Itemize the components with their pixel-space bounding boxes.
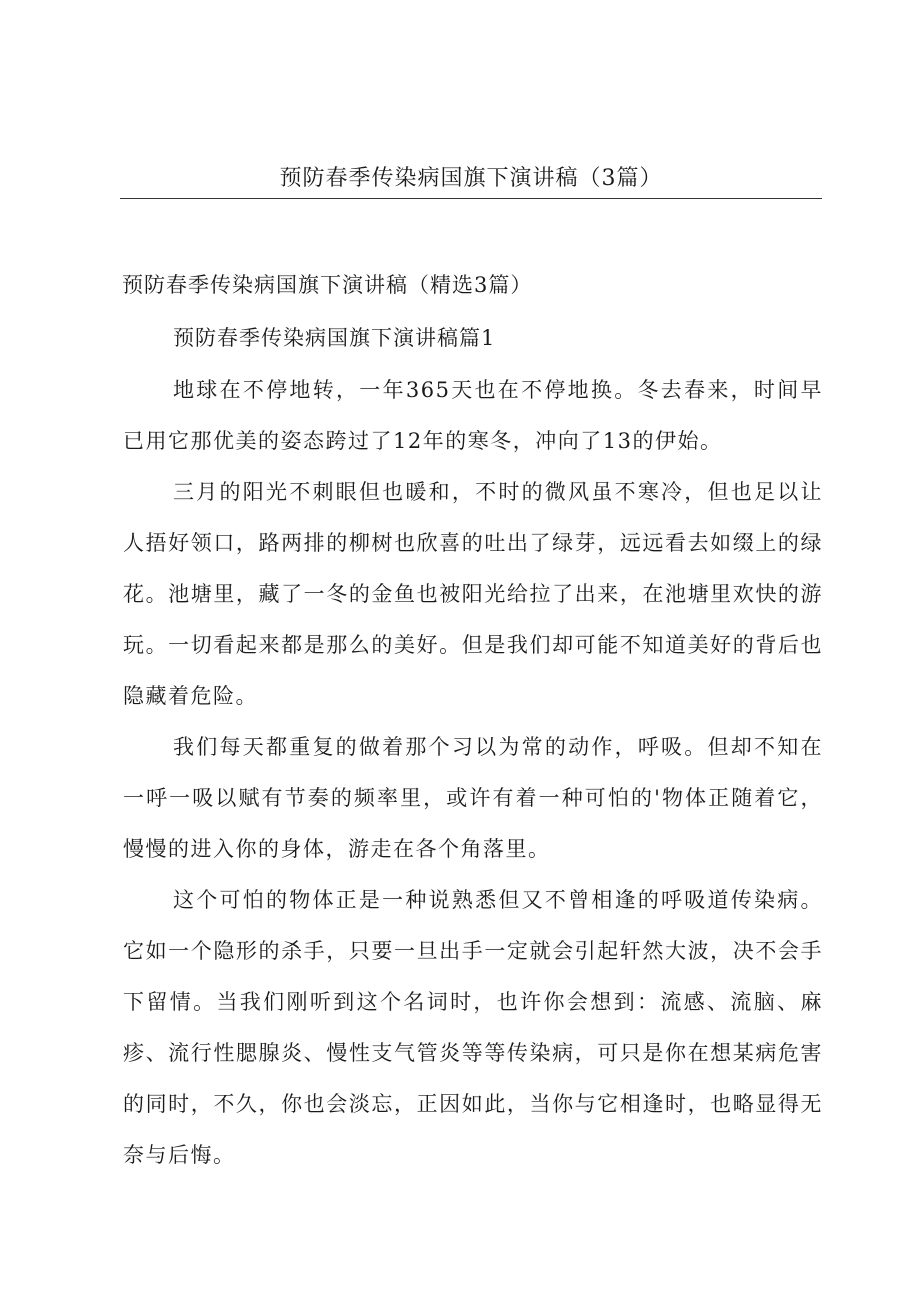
- document-subtitle: 预防春季传染病国旗下演讲稿（精选3篇）: [122, 273, 533, 297]
- paragraph-3: 我们每天都重复的做着那个习以为常的动作，呼吸。但却不知在一呼一吸以赋有节奏的频率里，或许有着一种可怕的'物体正随着它，慢慢的进入你的身体，游走在各个角落里。: [123, 735, 823, 861]
- body-text: [123, 365, 823, 1181]
- paragraph-2: 三月的阳光不刺眼但也暖和，不时的微风虽不寒冷，但也足以让人捂好领口，路两排的柳树也欣喜的吐出了绿芽，远远看去如缀上的绿花。池塘里，藏了一冬的金鱼也被阳光给拉了出来，在池塘里欢快的游玩。一切看起来都是那么的美好。但是我们却可能不知道美好的背后也隐藏着危险。: [123, 480, 823, 708]
- paragraph-1: 地球在不停地转，一年365天也在不停地换。冬去春来，时间早已用它那优美的姿态跨过了12年的寒冬，冲向了13的伊始。: [123, 378, 823, 453]
- document-title: 预防春季传染病国旗下演讲稿（3篇）: [279, 166, 663, 191]
- section-heading: 预防春季传染病国旗下演讲稿篇1: [173, 326, 496, 350]
- title-underline: [120, 198, 822, 199]
- paragraph-4: 这个可怕的物体正是一种说熟悉但又不曾相逢的呼吸道传染病。它如一个隐形的杀手，只要一旦出手一定就会引起轩然大波，决不会手下留情。当我们刚听到这个名词时，也许你会想到：流感、流脑、麻疹、流行性腮腺炎、慢性支气管炎等等传染病，可只是你在想某病危害的同时，不久，你也会淡忘，正因如此，当你与它相逢时，也略显得无奈与后悔。: [123, 888, 823, 1167]
